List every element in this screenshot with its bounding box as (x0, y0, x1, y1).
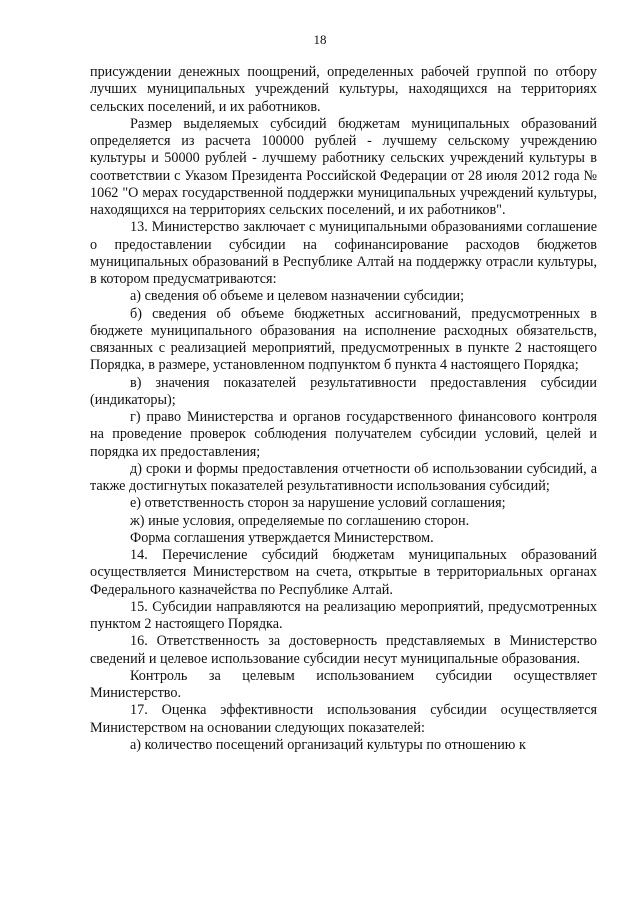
paragraph-16: 16. Ответственность за достоверность представляемых в Министерство сведений и целевое использование субсидии несут муниципальные образования. (90, 633, 597, 667)
paragraph-13-v: в) значения показателей результативности предоставления субсидии (индикаторы); (90, 374, 597, 408)
paragraph-13-g: г) право Министерства и органов государственного финансового контроля на проведение проверок соблюдения получателем субсидии условий, целей и порядка их предоставления; (90, 409, 597, 460)
paragraph-17: 17. Оценка эффективности использования субсидии осуществляется Министерством на основании следующих показателей: (90, 702, 597, 736)
paragraph-continuation: присуждении денежных поощрений, определенных рабочей группой по отбору лучших муниципальных учреждений культуры, находящихся на территориях сельских поселений, и их работников. (90, 64, 597, 115)
body-text (90, 64, 597, 754)
paragraph-17-a: а) количество посещений организаций культуры по отношению к (130, 736, 526, 753)
paragraph-13: 13. Министерство заключает с муниципальными образованиями соглашение о предоставлении субсидии на софинансирование расходов бюджетов муниципальных образований в Республике Алтай на поддержку отрасли культуры, в котором предусматриваются: (90, 219, 597, 287)
paragraph-control: Контроль за целевым использованием субсидии осуществляет Министерство. (90, 667, 597, 701)
paragraph-13-d: д) сроки и формы предоставления отчетности об использовании субсидий, а также достигнутых показателей результативности использования субсидий; (90, 460, 597, 494)
paragraph-13-e: е) ответственность сторон за нарушение условий соглашения; (130, 495, 506, 512)
paragraph-13-zh: ж) иные условия, определяемые по соглашению сторон. (130, 512, 470, 529)
paragraph-15: 15. Субсидии направляются на реализацию мероприятий, предусмотренных пунктом 2 настоящего Порядка. (90, 598, 597, 632)
page-number: 18 (313, 32, 327, 47)
paragraph-13-a: а) сведения об объеме и целевом назначении субсидии; (130, 288, 465, 305)
paragraph-subsidy-amount: Размер выделяемых субсидий бюджетам муниципальных образований определяется из расчета 100000 рублей - лучшему сельскому учреждению культуры и 50000 рублей - лучшему работнику сельских учреждений культуры в соответствии с Указом Президента Российской Федерации от 28 июля 2012 года № 1062 "О мерах государственной поддержки муниципальных учреждений культуры, находящихся на территориях сельских поселений, и их работников". (90, 115, 597, 218)
paragraph-13-b: б) сведения об объеме бюджетных ассигнований, предусмотренных в бюджете муниципального образования на исполнение расходных обязательств, связанных с реализацией мероприятий, предусмотренных в пункте 2 настоящего Порядка, в размере, установленном подпунктом б пункта 4 настоящего Порядка; (90, 305, 597, 374)
paragraph-14: 14. Перечисление субсидий бюджетам муниципальных образований осуществляется Министерством на счета, открытые в территориальных органах Федерального казначейства по Республике Алтай. (90, 547, 597, 598)
paragraph-agreement-form: Форма соглашения утверждается Министерством. (130, 529, 434, 546)
